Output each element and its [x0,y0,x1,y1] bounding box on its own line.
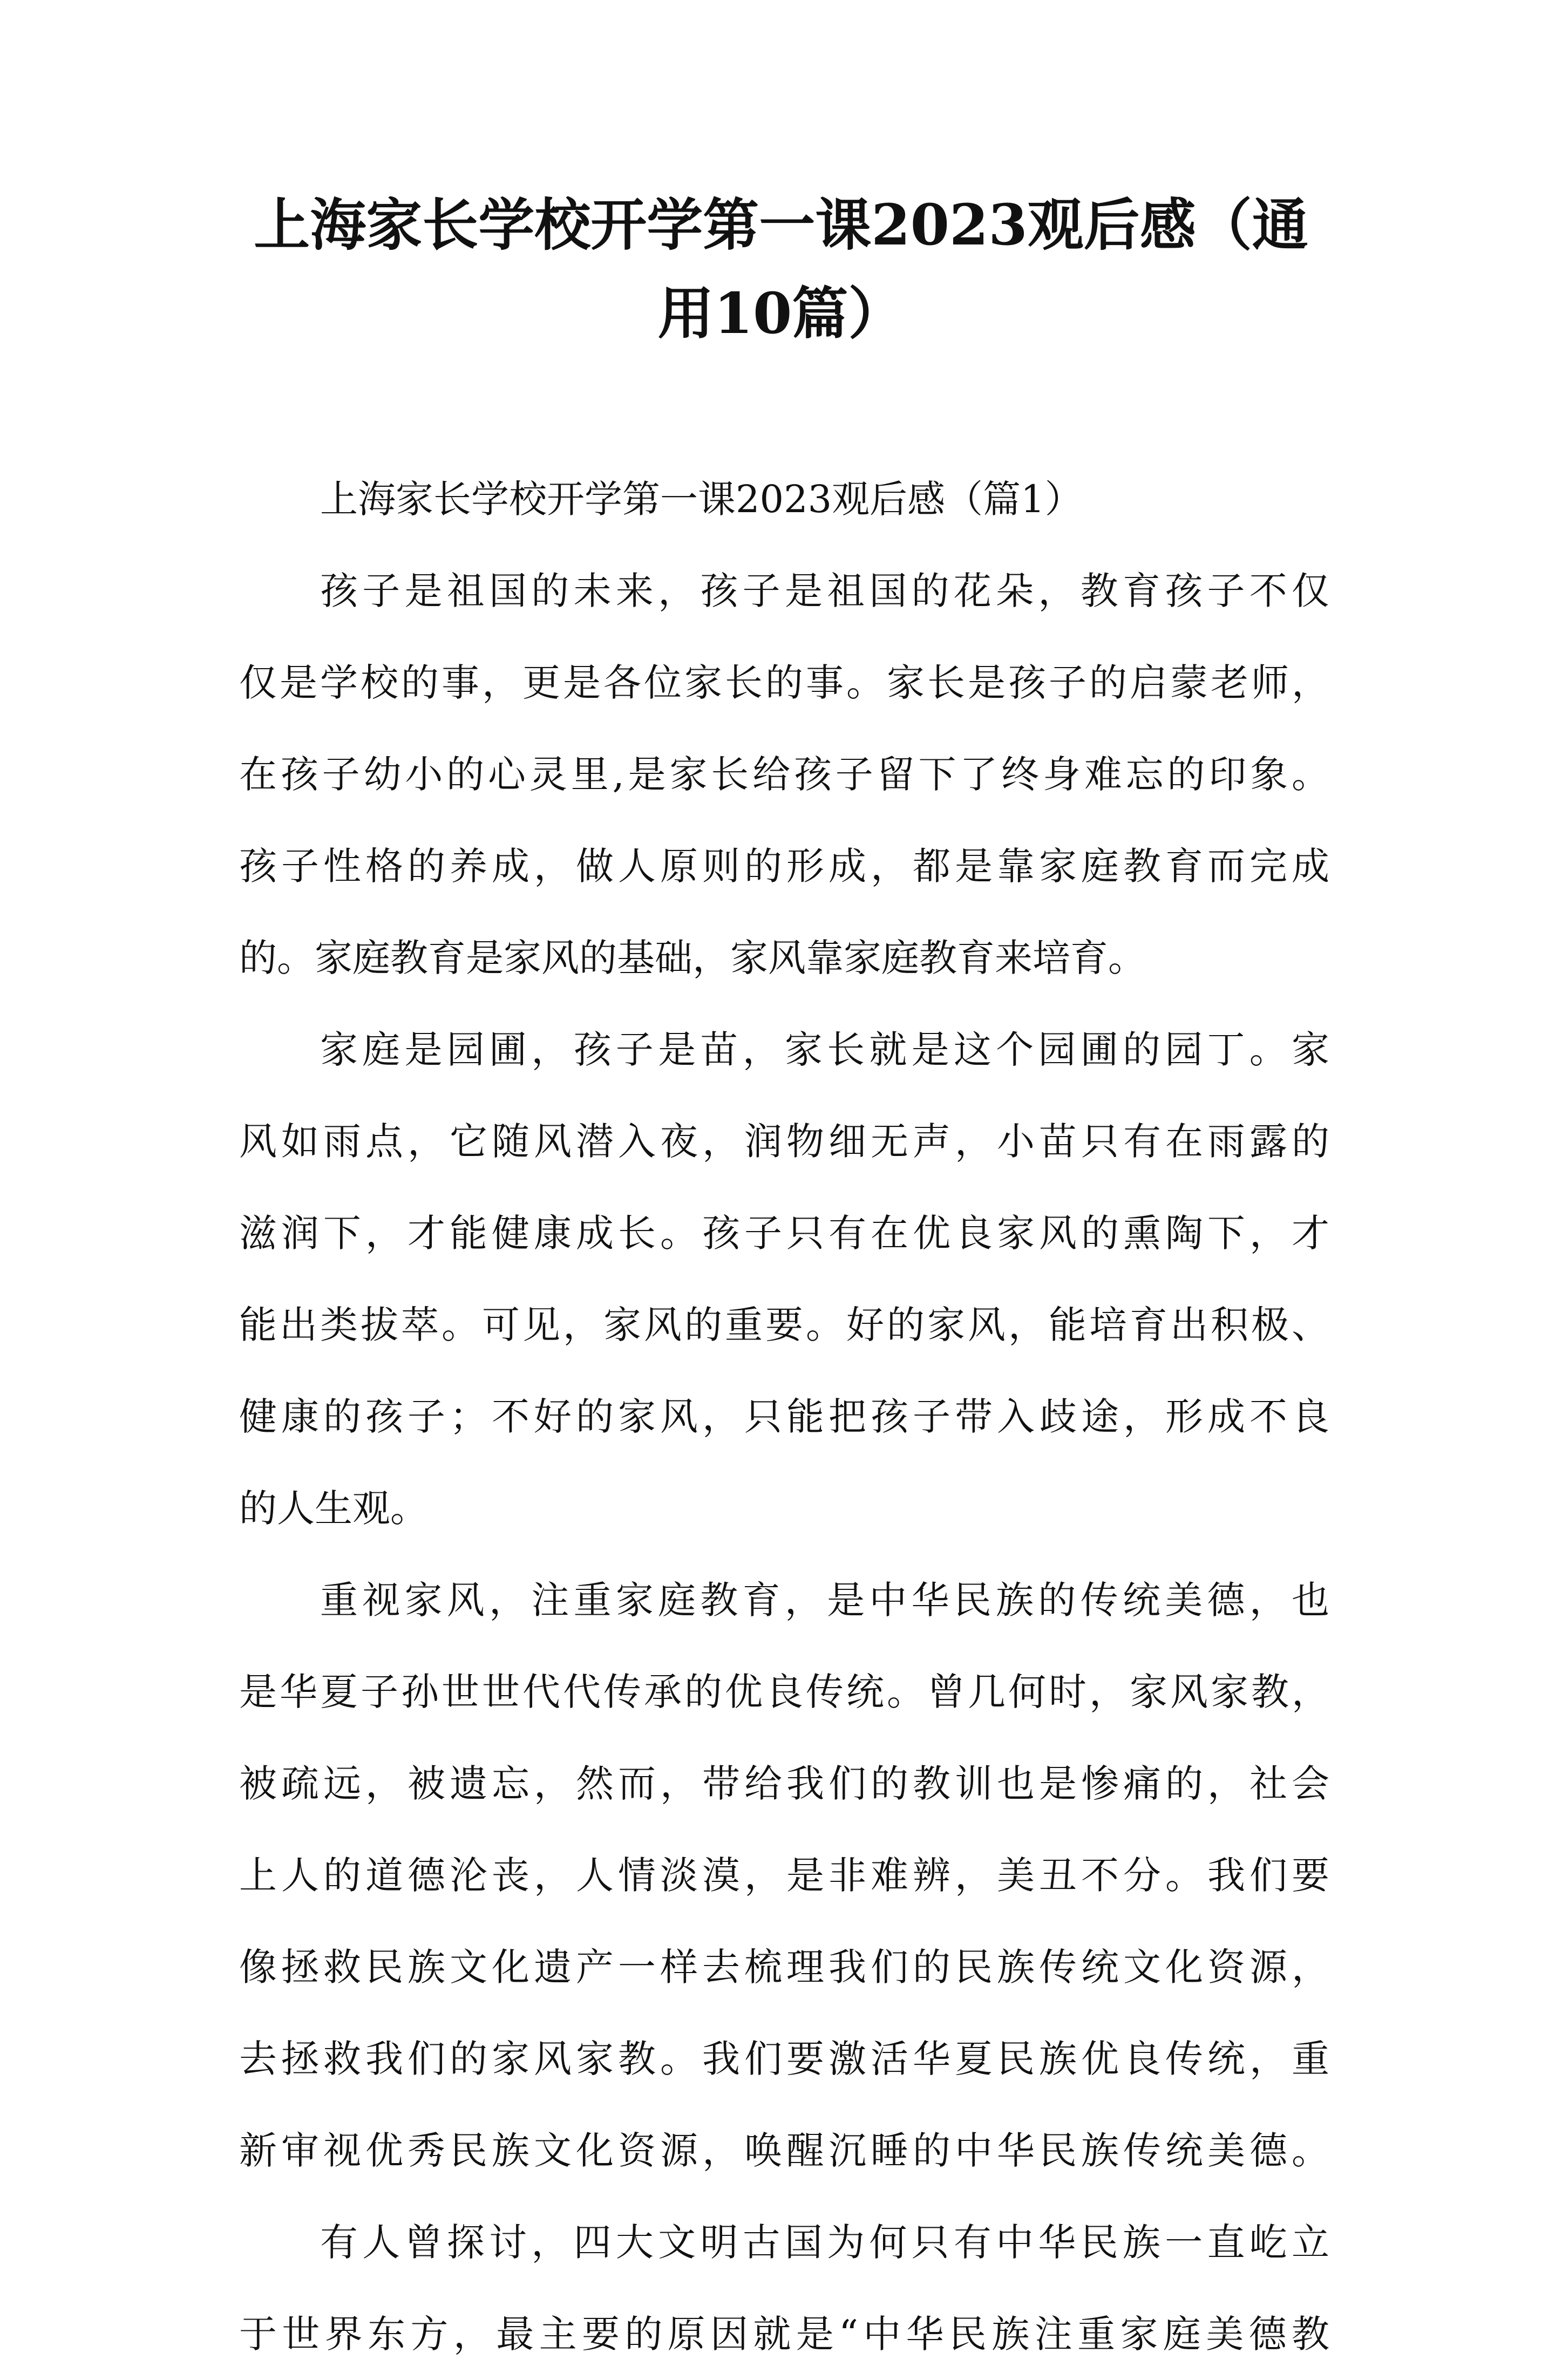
paragraph-3 [239,1554,1329,2197]
paragraph-line: 新审视优秀民族文化资源，唤醒沉睡的中华民族传统美德。 [239,2129,1329,2173]
paragraph-line: 是华夏子孙世世代代传承的优良传统。曾几何时，家风家教， [239,1670,1329,1714]
paragraph-line: 的。家庭教育是家风的基础，家风靠家庭教育来培育。 [239,936,1146,980]
section-heading: 上海家长学校开学第一课2023观后感（篇1） [320,477,1083,521]
paragraph-line: 风如雨点，它随风潜入夜，润物细无声，小苗只有在雨露的 [239,1119,1329,1164]
paragraph-line: 仅是学校的事，更是各位家长的事。家长是孩子的启蒙老师， [239,661,1329,705]
paragraph-line: 上人的道德沦丧，人情淡漠，是非难辨，美丑不分。我们要 [239,1853,1329,1898]
paragraph-line: 像拯救民族文化遗产一样去梳理我们的民族传统文化资源， [239,1945,1329,1989]
document-title [216,181,1346,358]
document-body [239,453,1329,2380]
paragraph-line: 被疏远，被遗忘，然而，带给我们的教训也是惨痛的，社会 [239,1762,1329,1806]
paragraph-line: 滋润下，才能健康成长。孩子只有在优良家风的熏陶下，才 [239,1211,1329,1255]
title-line-1: 上海家长学校开学第一课2023观后感（通 [254,192,1308,258]
paragraph-1 [239,545,1329,1004]
paragraph-line: 孩子性格的养成，做人原则的形成，都是靠家庭教育而完成 [239,844,1329,888]
paragraph-4 [239,2197,1329,2380]
paragraph-line: 能出类拔萃。可见，家风的重要。好的家风，能培育出积极、 [239,1303,1329,1347]
paragraph-2 [239,1004,1329,1554]
title-line-2: 用10篇） [657,280,905,346]
paragraph-line: 有人曾探讨，四大文明古国为何只有中华民族一直屹立 [320,2220,1329,2265]
paragraph-line: 在孩子幼小的心灵里,是家长给孩子留下了终身难忘的印象。 [239,752,1329,797]
paragraph-line: 家庭是园圃，孩子是苗，家长就是这个园圃的园丁。家 [320,1028,1329,1072]
paragraph-line: 重视家风，注重家庭教育，是中华民族的传统美德，也 [320,1578,1329,1622]
paragraph-line: 去拯救我们的家风家教。我们要激活华夏民族优良传统，重 [239,2037,1329,2081]
paragraph-line: 的人生观。 [239,1486,428,1531]
paragraph-line: 孩子是祖国的未来，孩子是祖国的花朵，教育孩子不仅 [320,569,1329,613]
paragraph-line: 于世界东方，最主要的原因就是“中华民族注重家庭美德教 [239,2312,1329,2356]
paragraph-line: 健康的孩子；不好的家风，只能把孩子带入歧途，形成不良 [239,1395,1329,1439]
